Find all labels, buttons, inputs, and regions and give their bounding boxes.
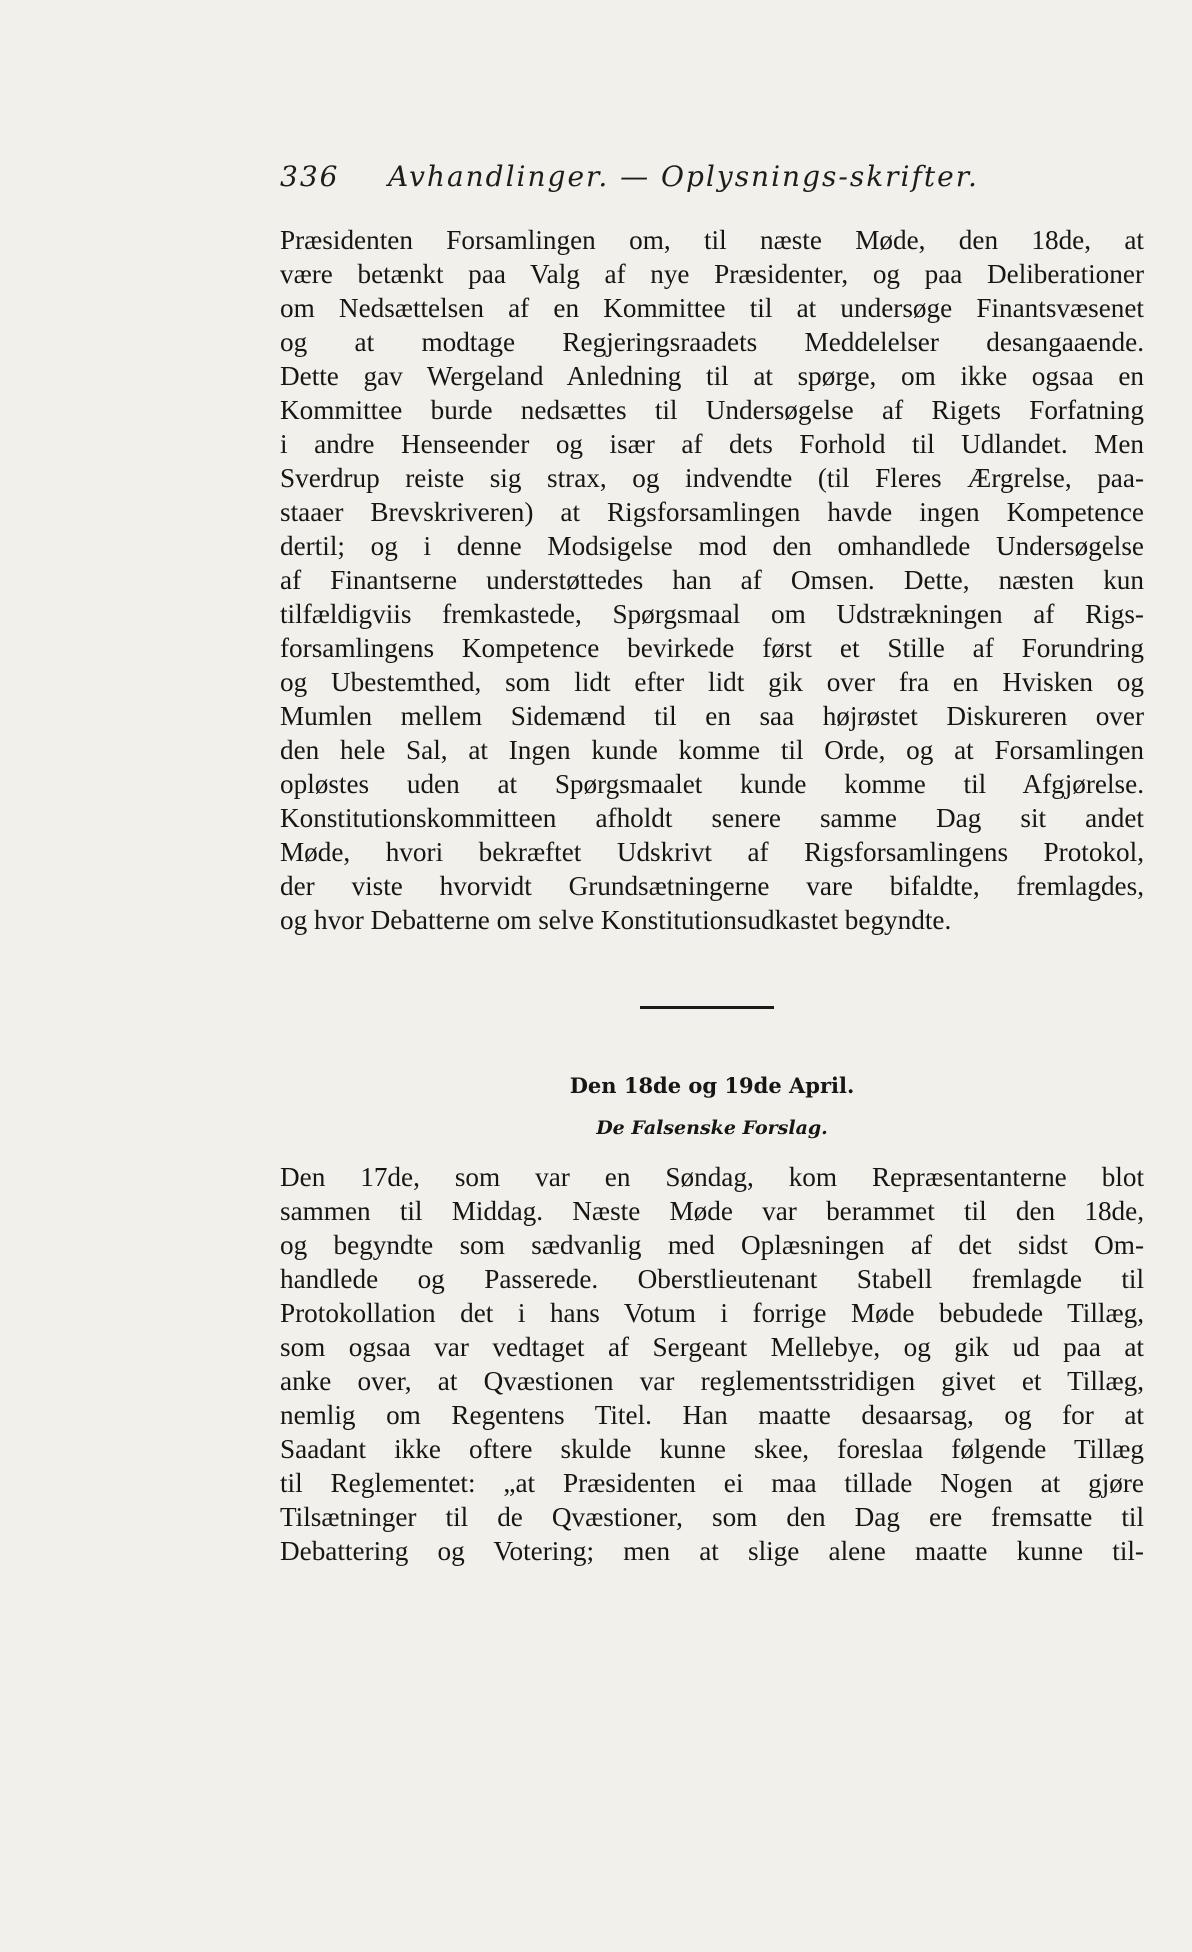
page-number: 336 bbox=[280, 160, 340, 193]
text-line: og Ubestemthed, som lidt efter lidt gik over fra en Hvisken og bbox=[280, 667, 1144, 697]
text-line: Kommittee burde nedsættes til Undersøgelse af Rigets Forfatning bbox=[280, 395, 1144, 425]
running-title: Avhandlinger. — Oplysnings-skrifter. bbox=[388, 160, 979, 193]
text-line: Sverdrup reiste sig strax, og indvendte (til Fleres Ærgrelse, paa- bbox=[280, 463, 1144, 493]
text-line: Protokollation det i hans Votum i forrige Møde bebudede Tillæg, bbox=[280, 1298, 1144, 1328]
text-line: anke over, at Qvæstionen var reglementsstridigen givet et Tillæg, bbox=[280, 1366, 1144, 1396]
text-line: Tilsætninger til de Qvæstioner, som den Dag ere fremsatte til bbox=[280, 1502, 1144, 1532]
running-header bbox=[280, 160, 1040, 193]
text-line: der viste hvorvidt Grundsætningerne vare bifaldte, fremlagdes, bbox=[280, 871, 1144, 901]
text-line: den hele Sal, at Ingen kunde komme til Orde, og at Forsamlingen bbox=[280, 735, 1144, 765]
text-line: og begyndte som sædvanlig med Oplæsningen af det sidst Om- bbox=[280, 1230, 1144, 1260]
text-line: nemlig om Regentens Titel. Han maatte desaarsag, og for at bbox=[280, 1400, 1144, 1430]
paragraph-2 bbox=[280, 1160, 1144, 1568]
text-line: og hvor Debatterne om selve Konstitutionsudkastet begyndte. bbox=[280, 905, 952, 935]
text-line: Konstitutionskommitteen afholdt senere samme Dag sit andet bbox=[280, 803, 1144, 833]
text-line: Mumlen mellem Sidemænd til en saa højrøstet Diskureren over bbox=[280, 701, 1144, 731]
section-divider bbox=[640, 1006, 774, 1009]
text-line: af Finantserne understøttedes han af Omsen. Dette, næsten kun bbox=[280, 565, 1144, 595]
section-title: Den 18de og 19de April. bbox=[569, 1073, 855, 1098]
text-line: og at modtage Regjeringsraadets Meddelelser desangaaende. bbox=[280, 327, 1144, 357]
text-line: til Reglementet: „at Præsidenten ei maa tillade Nogen at gjøre bbox=[280, 1468, 1144, 1498]
text-line: være betænkt paa Valg af nye Præsidenter, og paa Deliberationer bbox=[280, 259, 1144, 289]
text-line: i andre Henseender og især af dets Forhold til Udlandet. Men bbox=[280, 429, 1144, 459]
section-subtitle: De Falsenske Forslag. bbox=[596, 1117, 828, 1139]
text-line: Dette gav Wergeland Anledning til at spørge, om ikke ogsaa en bbox=[280, 361, 1144, 391]
text-line: Den 17de, som var en Søndag, kom Repræsentanterne blot bbox=[280, 1162, 1144, 1192]
text-line: Præsidenten Forsamlingen om, til næste Møde, den 18de, at bbox=[280, 225, 1144, 255]
text-line: opløstes uden at Spørgsmaalet kunde komme til Afgjørelse. bbox=[280, 769, 1144, 799]
text-line: om Nedsættelsen af en Kommittee til at undersøge Finantsvæsenet bbox=[280, 293, 1144, 323]
text-line: som ogsaa var vedtaget af Sergeant Mellebye, og gik ud paa at bbox=[280, 1332, 1144, 1362]
text-line: forsamlingens Kompetence bevirkede først et Stille af Forundring bbox=[280, 633, 1144, 663]
text-line: dertil; og i denne Modsigelse mod den omhandlede Undersøgelse bbox=[280, 531, 1144, 561]
text-line: Møde, hvori bekræftet Udskrivt af Rigsforsamlingens Protokol, bbox=[280, 837, 1144, 867]
text-line: handlede og Passerede. Oberstlieutenant Stabell fremlagde til bbox=[280, 1264, 1144, 1294]
text-line: Saadant ikke oftere skulde kunne skee, foreslaa følgende Tillæg bbox=[280, 1434, 1144, 1464]
text-line: sammen til Middag. Næste Møde var berammet til den 18de, bbox=[280, 1196, 1144, 1226]
text-line: staaer Brevskriveren) at Rigsforsamlingen havde ingen Kompetence bbox=[280, 497, 1144, 527]
text-line: tilfældigviis fremkastede, Spørgsmaal om Udstrækningen af Rigs- bbox=[280, 599, 1144, 629]
text-line: Debattering og Votering; men at slige alene maatte kunne til- bbox=[280, 1536, 1144, 1566]
paragraph-1 bbox=[280, 223, 1144, 937]
